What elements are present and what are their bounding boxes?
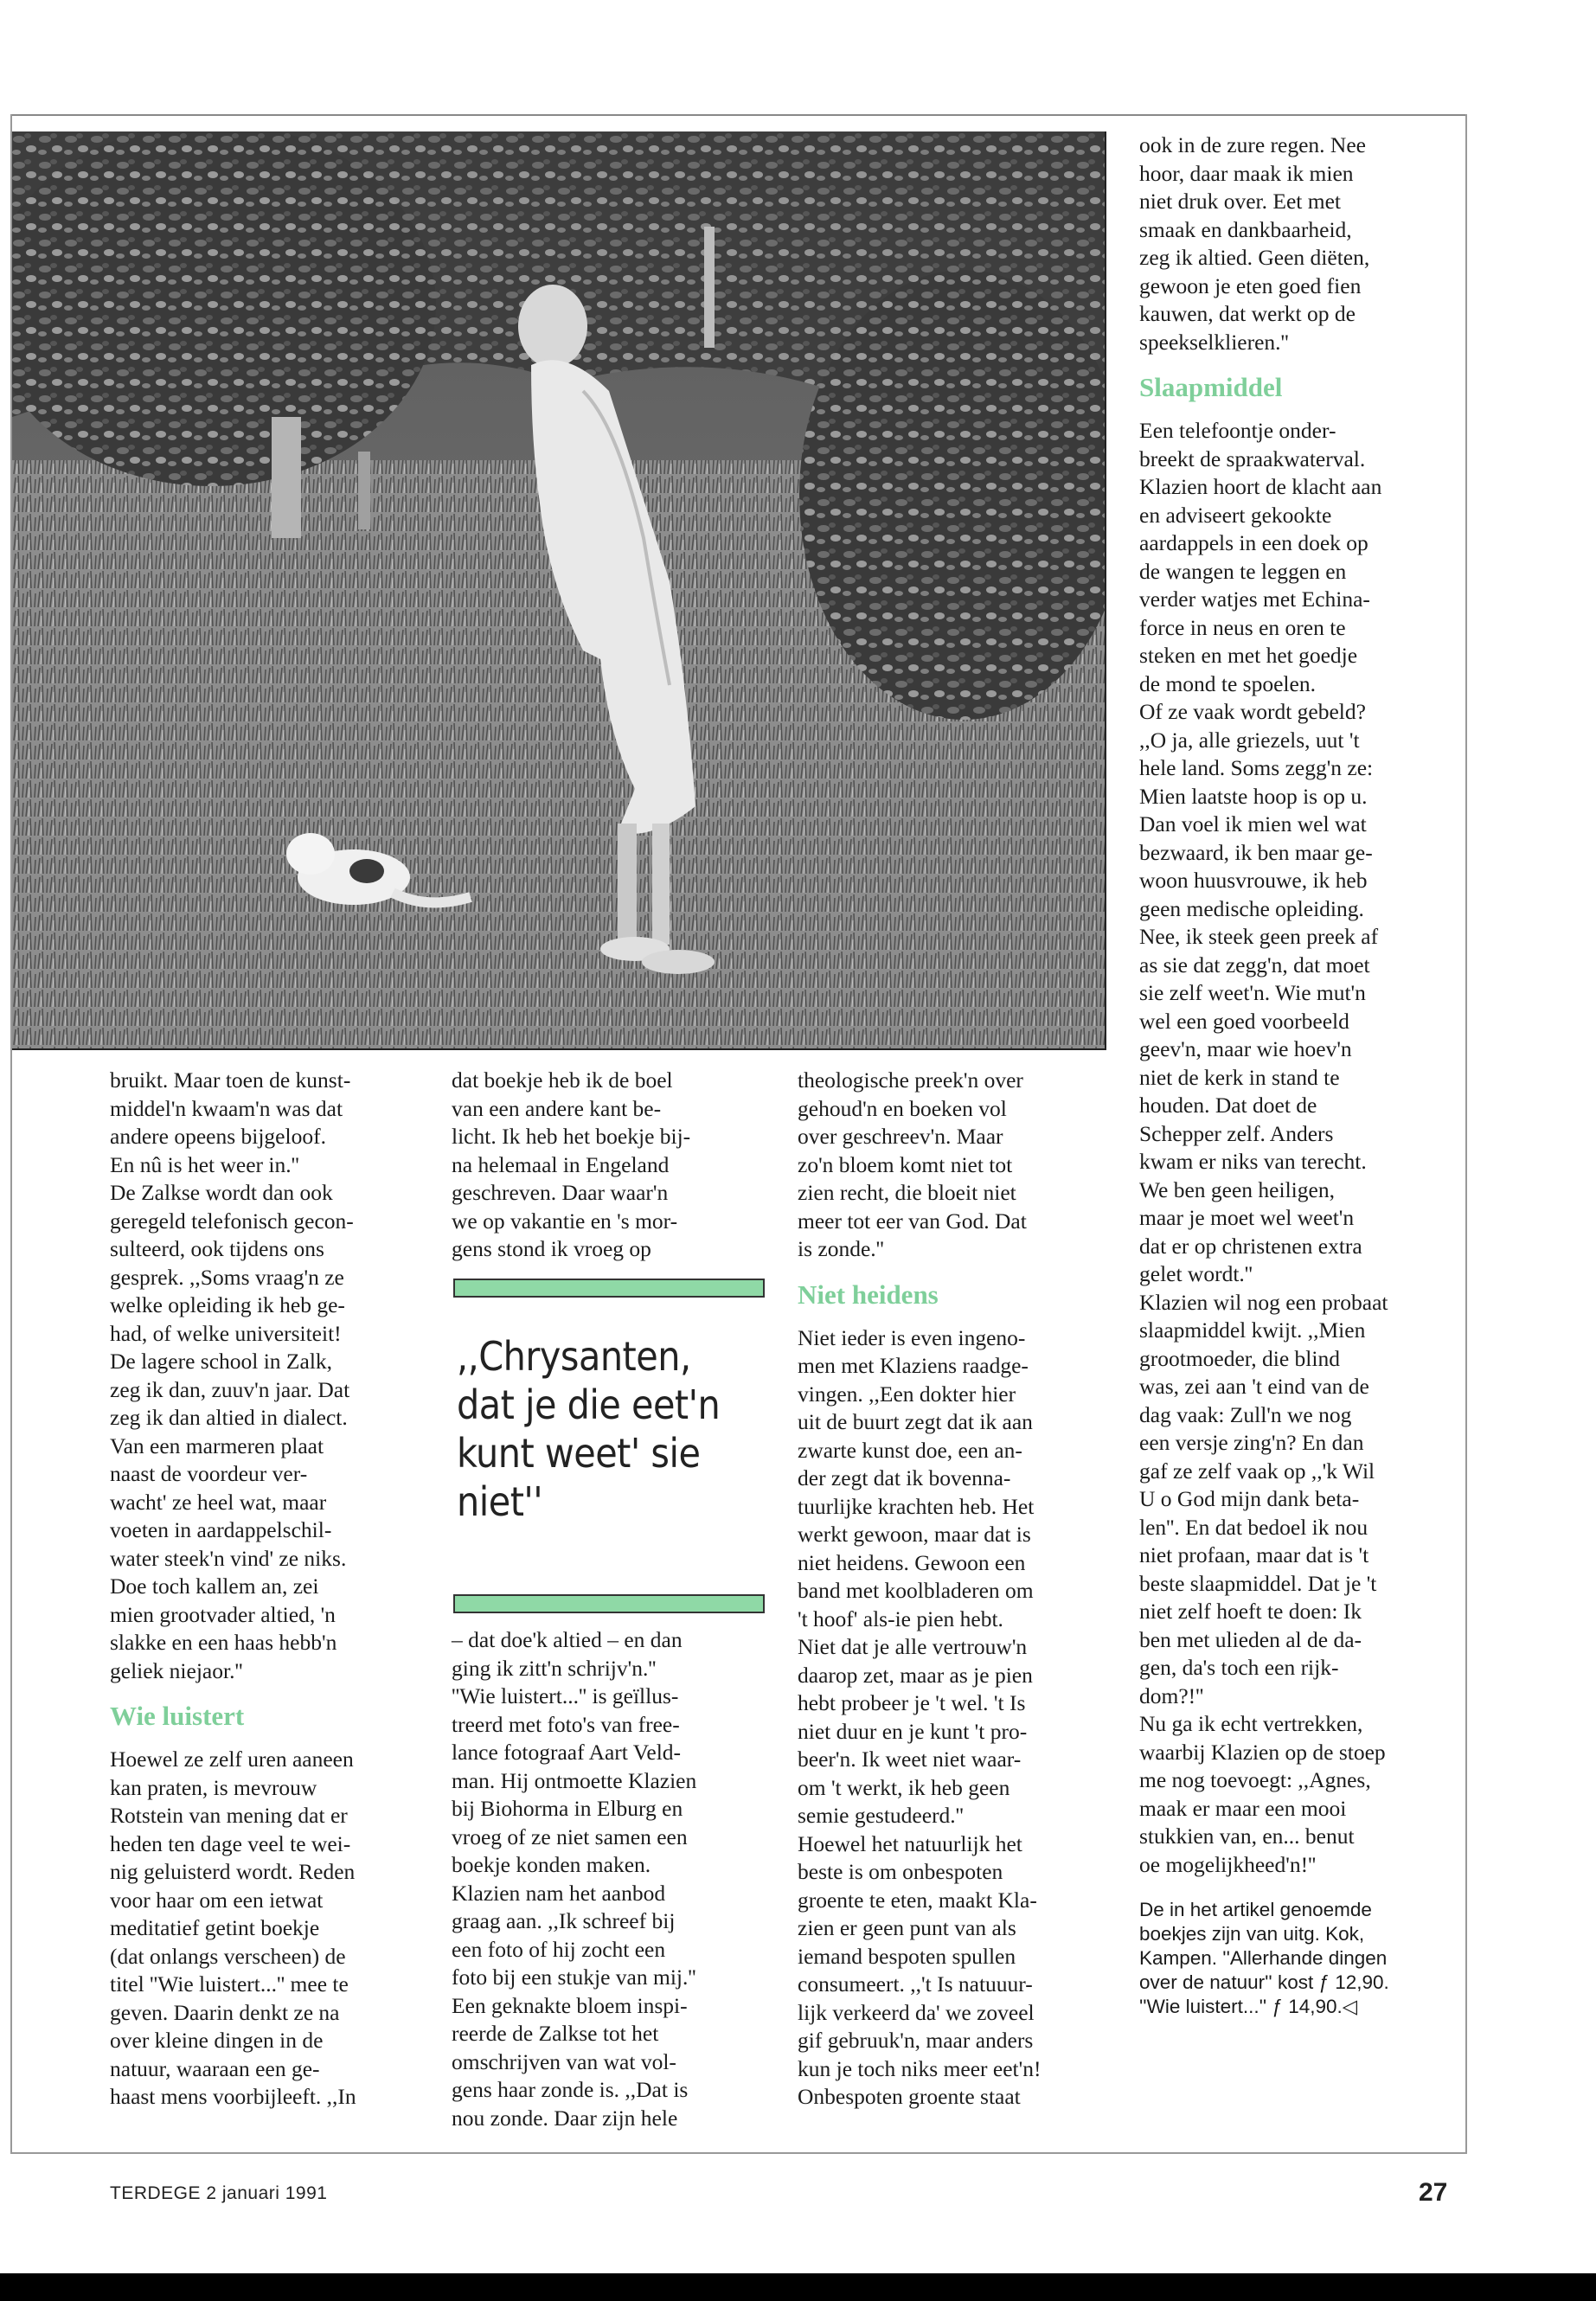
- column-2: [452, 1067, 765, 1264]
- page-frame-right: [1465, 114, 1467, 2154]
- page-frame-bottom: [10, 2152, 1466, 2154]
- footer-magazine-date: TERDEGE 2 januari 1991: [110, 2183, 328, 2203]
- book-credits: De in het artikel genoemde boekjes zijn van uitg. Kok, Kampen. ''Allerhande dingen over de natuur'' kost ƒ 12,90. ''Wie luistert...'' ƒ 14,90.◁: [1139, 1899, 1389, 2017]
- bottom-scan-edge: [0, 2273, 1596, 2301]
- pull-quote-text: ,,Chrysanten, dat je die eet'n kunt weet' sie niet'': [457, 1333, 721, 1525]
- column-2-paragraph-2: – dat doe'k altied – en dan ging ik zitt'n schrijv'n.'' ''Wie luistert...'' is geïllus- treerd met foto's van free- lance fotograaf Aart Veld- man. Hij ontmoette Klazien bij Biohorma in Elburg en vroeg of ze niet samen een boekje konden maken. Klazien nam het aanbod graag aan. ,,Ik schreef bij een foto of hij zocht een foto bij een stukje van mij.'' Een geknakte bloem inspi- reerde de Zalkse tot het omschrijven van wat vol- gens haar zonde is. ,,Dat is nou zonde. Daar zijn hele: [452, 1627, 697, 2131]
- page-number: 27: [1419, 2178, 1448, 2207]
- column-3-paragraph-2: Niet ieder is even ingeno- men met Klaziens raadge- vingen. ,,Een dokter hier uit de buurt zegt dat ik aan zwarte kunst doe, een an- der zegt dat ik bovenna- tuurlijke krachten heb. Het werkt gewoon, maar dat is niet heidens. Gewoon een band met koolbladeren om 't hoof' als-ie pien hebt. Niet dat je alle vertrouw'n daarop zet, maar as je pien hebt probeer je 't wel. 't Is niet duur en je kunt 't pro- beer'n. Ik weet niet waar- om 't werkt, ik heb geen semie gestudeerd.'' Hoewel het natuurlijk het beste is om onbespoten groente te eten, maakt Kla- zien er geen punt van als iemand bespoten spullen consumeert. ,,'t Is natuuur- lijk verkeerd da' we zoveel gif gebruuk'n, maar anders kun je toch niks meer eet'n! Onbespoten groente staat: [798, 1324, 1042, 2109]
- garden-photo-icon: [12, 131, 1105, 1048]
- column-4: [1139, 131, 1459, 2019]
- pull-quote: [453, 1279, 765, 1526]
- pull-quote-top-bar: [453, 1279, 765, 1298]
- subheading-niet-heidens: Niet heidens: [798, 1279, 939, 1310]
- column-3: [798, 1067, 1111, 2112]
- column-4-paragraph-1: ook in de zure regen. Nee hoor, daar maak ik mien niet druk over. Eet met smaak en dankbaarheid, zeg ik altied. Geen diëten, gewoon je eten goed fien kauwen, dat werkt op de speekselklieren.'': [1139, 132, 1370, 355]
- column-1-paragraph-1: bruikt. Maar toen de kunst- middel'n kwaam'n was dat andere opeens bijgeloof. En nû is het weer in.'' De Zalkse wordt dan ook geregeld telefonisch gecon- sulteerd, ook tijdens ons gesprek. ,,Soms vraag'n ze welke opleiding ik heb ge- had, of welke universiteit! De lagere school in Zalk, zeg ik dan, zuuv'n jaar. Dat zeg ik dan altied in dialect. Van een marmeren plaat naast de voordeur ver- wacht' ze heel wat, maar voeten in aardappelschil- water steek'n vind' ze niks. Doe toch kallem an, zei mien grootvader altied, 'n slakke en een haas hebb'n geliek niejaor.'': [110, 1067, 354, 1683]
- column-3-paragraph-1: theologische preek'n over gehoud'n en boeken vol over geschreev'n. Maar zo'n bloem komt niet tot zien recht, die bloeit niet meer tot eer van God. Dat is zonde.'': [798, 1067, 1027, 1261]
- column-4-paragraph-2: Een telefoontje onder- breekt de spraakwaterval. Klazien hoort de klacht aan en adviseert gekookte aardappels in een doek op de wangen te leggen en verder watjes met Echina- force in neus en oren te steken en met het goedje de mond te spoelen. Of ze vaak wordt gebeld? ,,O ja, alle griezels, uut 't hele land. Soms zegg'n ze: Mien laatste hoop is op u. Dan voel ik mien wel wat bezwaard, ik ben maar ge- woon huusvrouwe, ik heb geen medische opleiding. Nee, ik steek geen preek af as sie dat zegg'n, dat moet sie zelf weet'n. Wie mut'n wel een goed voorbeeld geev'n, maar wie hoev'n niet de kerk in stand te houden. Dat doet de Schepper zelf. Anders kwam er niks van terecht. We ben geen heiligen, maar je moet wel weet'n dat er op christenen extra gelet wordt.'' Klazien wil nog een probaat slaapmiddel kwijt. ,,Mien grootmoeder, die blind was, zei aan 't eind van de dag vaak: Zull'n we nog een versje zing'n? En dan gaf ze zelf vaak op ,,'k Wil U o God mijn dank beta- len''. En dat bedoel ik nou niet profaan, maar dat is 't beste slaapmiddel. Dat je 't niet zelf hoeft te doen: Ik ben met ulieden al de da- gen, da's toch een rijk- dom?!'' Nu ga ik echt vertrekken, waarbij Klazien op de stoep me nog toevoegt: ,,Agnes, maak er maar een mooi stukkien van, en... benut oe mogelijkheed'n!'': [1139, 418, 1388, 1877]
- column-1-paragraph-2: Hoewel ze zelf uren aaneen kan praten, is mevrouw Rotstein van mening dat er heden ten dage veel te wei- nig geluisterd wordt. Reden voor haar om een ietwat meditatief getint boekje (dat onlangs verscheen) de titel ''Wie luistert...'' mee te geven. Daarin denkt ze na over kleine dingen in de natuur, waaraan een ge- haast mens voorbijleeft. ,,In: [110, 1747, 356, 2109]
- column-1: [110, 1067, 423, 2112]
- column-2-lower: [452, 1626, 765, 2132]
- page-frame-top: [10, 114, 1466, 116]
- pull-quote-bottom-bar: [453, 1594, 765, 1613]
- subheading-slaapmiddel: Slaapmiddel: [1139, 372, 1283, 402]
- column-2-paragraph-1: dat boekje heb ik de boel van een andere kant be- licht. Ik heb het boekje bij- na helemaal in Engeland geschreven. Daar waar'n we op vakantie en 's mor- gens stond ik vroeg op: [452, 1067, 691, 1261]
- subheading-wie-luistert: Wie luistert: [110, 1701, 245, 1731]
- garden-photo: [12, 131, 1106, 1050]
